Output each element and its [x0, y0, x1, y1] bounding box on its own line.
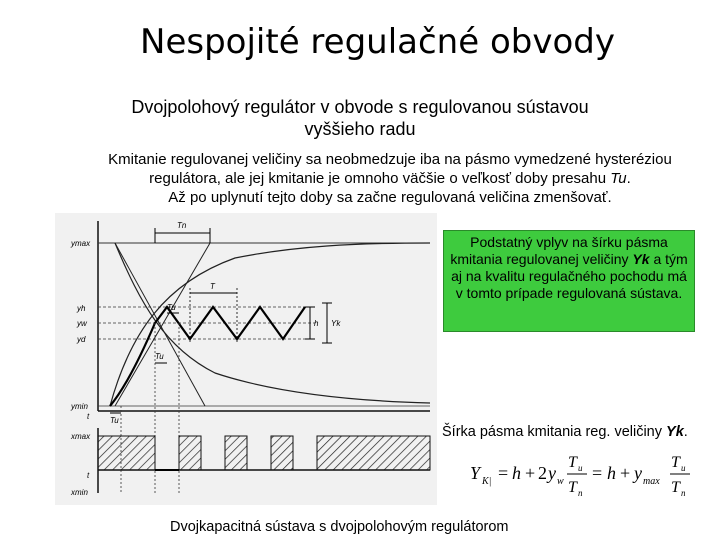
band-width-text: Šírka pásma kmitania reg. veličiny: [442, 424, 662, 440]
pulse-3: [225, 436, 247, 470]
label-yd: yd: [77, 335, 86, 344]
label-yh: yh: [77, 304, 86, 313]
label-tu-1: Tu: [155, 352, 164, 361]
pulse-2: [179, 436, 201, 470]
formula-f2-den-sub: n: [681, 488, 686, 498]
formula-ymax: y: [634, 463, 642, 483]
description-line-2: [70, 169, 710, 188]
label-xmin: xmin: [71, 488, 88, 497]
label-t-lower: t: [87, 471, 90, 480]
svg-text:=: =: [592, 463, 603, 483]
info-box-text-2: a tým aj na kvalitu regulačného pochodu má v tomto prípade regulovaná sústava.: [451, 251, 688, 301]
description-line-3: Až po uplynutí tejto doby sa začne regulovaná veličina zmenšovať.: [168, 189, 612, 206]
subtitle: Dvojpolohový regulátor v obvode s regulovanou sústavou vyššieho radu: [131, 97, 589, 139]
formula-f2-den: T: [671, 479, 680, 496]
pulse-1: [98, 436, 155, 470]
band-width-end: .: [683, 424, 688, 440]
pulse-5: [317, 436, 430, 470]
formula-f1-num-sub: u: [578, 463, 583, 473]
label-h: h: [314, 319, 319, 328]
formula-f1-den-sub: n: [578, 488, 583, 498]
info-box: [443, 230, 695, 332]
formula-yw: y: [548, 463, 556, 483]
label-t-upper: t: [87, 412, 90, 421]
formula: [468, 450, 708, 498]
label-yw: yw: [77, 319, 87, 328]
svg-text:+: +: [620, 463, 631, 483]
pulse-4: [271, 436, 293, 470]
label-yk: Yk: [331, 319, 341, 328]
formula-yw-sub: w: [557, 476, 564, 487]
formula-ymax-sub: max: [643, 476, 660, 487]
info-box-text-1: Podstatný vplyv na šírku pásma kmitania regulovanej veličiny: [450, 234, 668, 267]
svg-text:=: =: [498, 463, 509, 483]
description-line-1: Kmitanie regulovanej veličiny sa neobmedzuje iba na pásmo vymedzené hysteréziou: [108, 151, 672, 168]
formula-f1-den: T: [568, 479, 577, 496]
tu-symbol: Tu: [610, 170, 627, 187]
band-width-label: [442, 424, 712, 440]
description-line-2-text: regulátora, ale jej kmitanie je omnoho väčšie o veľkosť doby presahu: [149, 170, 607, 187]
figure-caption: Dvojkapacitná sústava s dvojpolohovým regulátorom: [170, 519, 509, 535]
description-line-2-end: .: [626, 170, 631, 187]
formula-f2-num: T: [671, 454, 680, 471]
formula-lhs: Y: [470, 463, 481, 483]
label-xmax: xmax: [71, 432, 91, 441]
band-width-symbol: Yk: [666, 424, 684, 440]
formula-f1-num: T: [568, 454, 577, 471]
label-period-t: T: [210, 282, 215, 291]
svg-text:+: +: [525, 463, 536, 483]
label-tu-3: Tu: [110, 416, 119, 425]
label-ymax: ymax: [71, 239, 91, 248]
formula-two: 2: [538, 463, 547, 483]
formula-h1: h: [512, 463, 521, 483]
control-diagram: [55, 213, 437, 505]
label-ymin: ymin: [71, 402, 88, 411]
page-title: Nespojité regulačné obvody: [140, 22, 615, 62]
formula-h2: h: [607, 463, 616, 483]
label-tu-2: Tu: [167, 303, 176, 312]
formula-lhs-sub: K|: [482, 476, 492, 487]
info-box-symbol: Yk: [632, 251, 650, 267]
formula-f2-num-sub: u: [681, 463, 686, 473]
description: [70, 150, 710, 207]
label-tn: Tn: [177, 221, 187, 230]
